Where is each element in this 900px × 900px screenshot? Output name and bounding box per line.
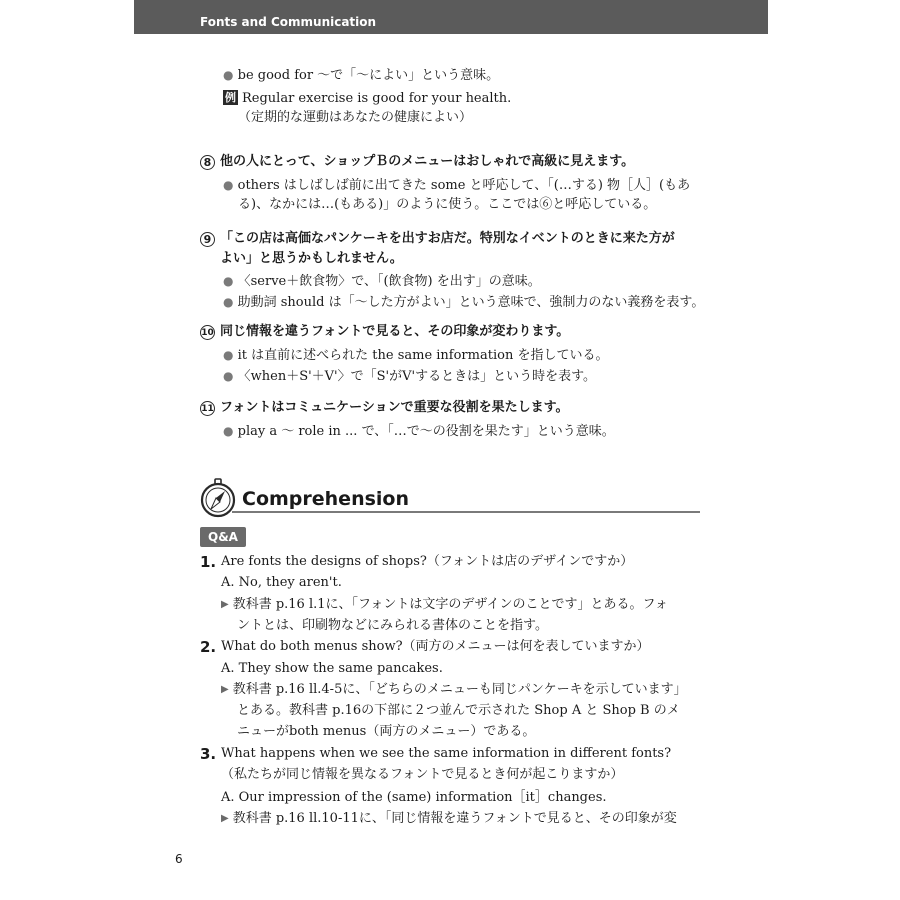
note-line: ● be good for ～で「～によい」という意味。 (223, 68, 500, 83)
bullet-icon: ● (223, 295, 234, 309)
section-divider (232, 511, 700, 513)
bullet-icon: ● (223, 178, 234, 192)
page-number: 6 (175, 852, 183, 866)
bullet-icon: ● (223, 274, 234, 288)
answer-text: A. They show the same pancakes. (221, 661, 443, 676)
qa-badge: Q&A (200, 527, 246, 547)
explanation-line: ▶ 教科書 p.16 ll.10-11に、「同じ情報を違うフォントで見ると、その印象が変 (221, 811, 677, 826)
note-line: る)、なかには…(もある)」のように使う。ここでは⑥と呼応している。 (238, 197, 657, 212)
note-line: ● it は直前に述べられた the same information を指している。 (223, 348, 609, 363)
bullet-icon: ● (223, 68, 234, 82)
answer-text: A. No, they aren't. (221, 575, 342, 590)
explanation-line: ▶ 教科書 p.16 ll.4-5に、「どちらのメニューも同じパンケーキを示しています」 (221, 682, 687, 697)
example-mark-icon: 例 (225, 91, 236, 104)
note-line: ● others はしばしば前に出てきた some と呼応して、「(…する) 物［人］(もあ (223, 178, 691, 193)
bullet-icon: ● (223, 348, 234, 362)
explanation-line: ントとは、印刷物などにみられる書体のことを指す。 (237, 618, 548, 633)
item-number: 11 (200, 401, 215, 416)
question-text: What happens when we see the same information in different fonts? (221, 746, 672, 761)
item-title: 同じ情報を違うフォントで見ると、その印象が変わります。 (220, 324, 570, 339)
triangle-icon: ▶ (221, 813, 229, 824)
triangle-icon: ▶ (221, 599, 229, 610)
question-text: Are fonts the designs of shops?（フォントは店のデザインですか） (221, 554, 634, 569)
explanation-line: ニューがboth menus（両方のメニュー）である。 (237, 724, 536, 739)
question-text: What do both menus show?（両方のメニューは何を表していますか） (221, 639, 650, 654)
bullet-icon: ● (223, 424, 234, 438)
chapter-title: Fonts and Communication (200, 15, 377, 29)
item-number: 9 (200, 232, 215, 247)
answer-text: A. Our impression of the (same) information［it］changes. (221, 790, 607, 805)
item-number: 8 (200, 155, 215, 170)
example-line: 例 Regular exercise is good for your health. (225, 91, 512, 106)
note-line: ● 助動詞 should は「～した方がよい」という意味で、強制力のない義務を表す。 (223, 295, 705, 310)
explanation-line: とある。教科書 p.16の下部に２つ並んで示された Shop A と Shop B のメ (237, 703, 680, 718)
bullet-icon: ● (223, 369, 234, 383)
example-translation: （定期的な運動はあなたの健康によい） (238, 110, 473, 125)
item-title: フォントはコミュニケーションで重要な役割を果たします。 (220, 400, 569, 415)
note-line: ● 〈serve＋飲食物〉で、「(飲食物) を出す」の意味。 (223, 274, 541, 289)
question-number: 2. (200, 638, 217, 656)
note-line: ● 〈when＋S'＋V'〉で「S'がV'するときは」という時を表す。 (223, 369, 597, 384)
item-title: 「この店は高価なパンケーキを出すお店だ。特別なイベントのときに来た方が (220, 231, 675, 246)
question-translation: （私たちが同じ情報を異なるフォントで見るとき何が起こりますか） (221, 767, 624, 782)
explanation-line: ▶ 教科書 p.16 l.1に、「フォントは文字のデザインのことです」とある。フォ (221, 597, 668, 612)
triangle-icon: ▶ (221, 684, 229, 695)
question-number: 3. (200, 745, 217, 763)
question-number: 1. (200, 553, 217, 571)
item-title: 他の人にとって、ショップＢのメニューはおしゃれで高級に見えます。 (220, 154, 635, 169)
note-line: ● play a ～ role in ... で、「…で～の役割を果たす」という意味。 (223, 424, 615, 439)
item-title: よい」と思うかもしれません。 (220, 251, 403, 266)
section-title: Comprehension (242, 488, 409, 510)
item-number: 10 (200, 325, 215, 340)
